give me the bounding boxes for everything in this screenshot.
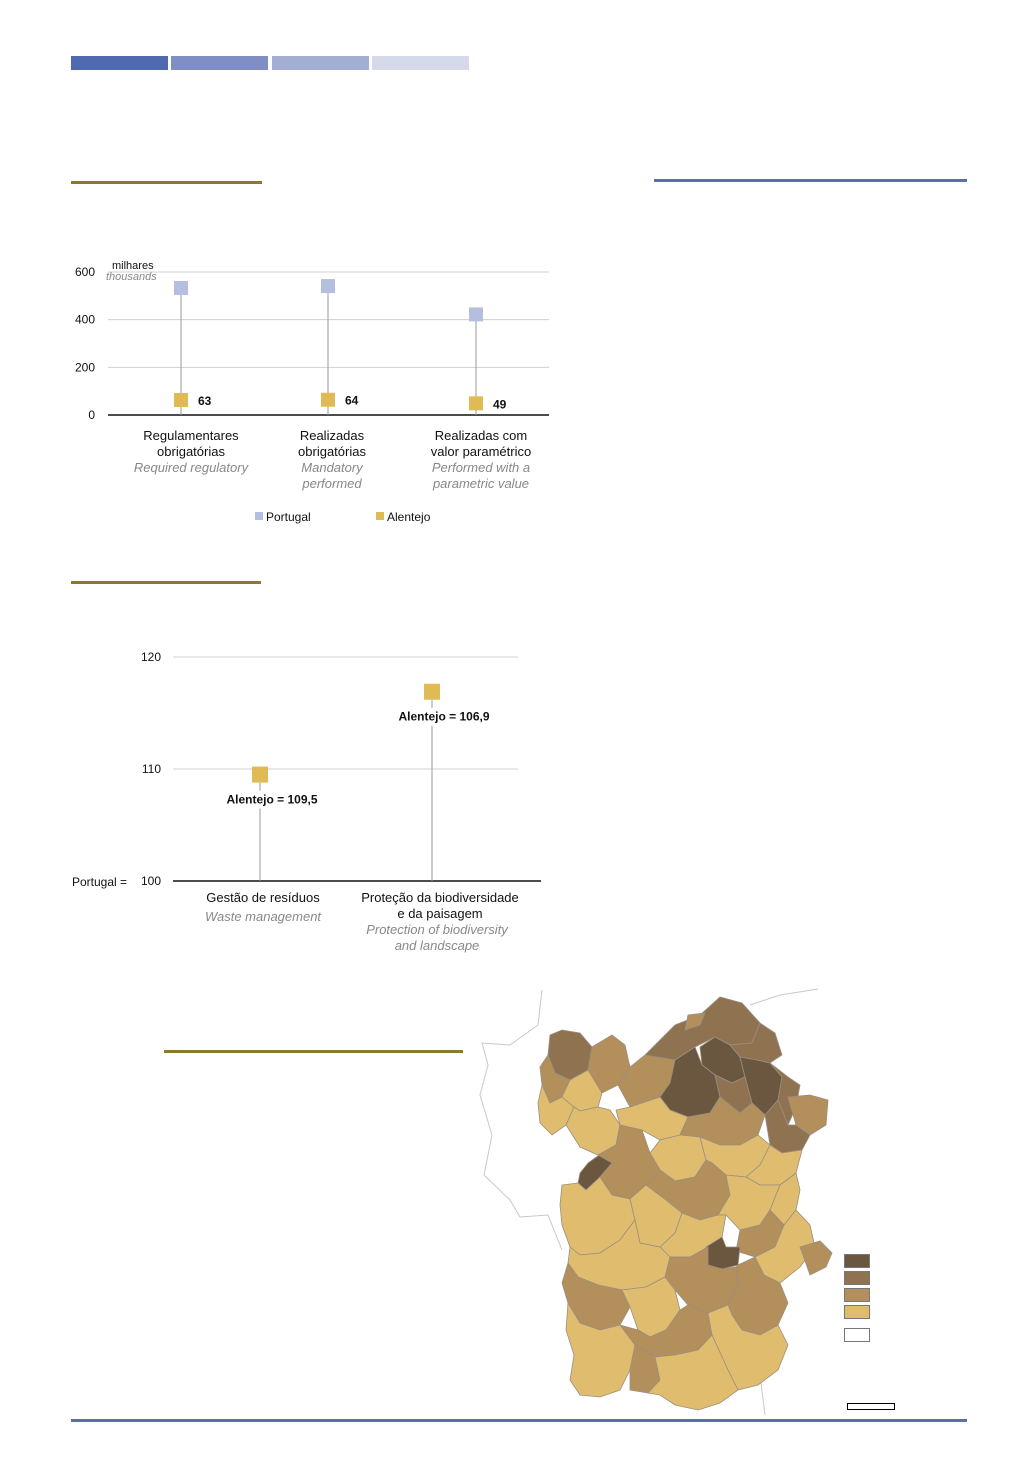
legend-label: Alentejo <box>387 510 431 524</box>
data-label: 49 <box>493 397 507 412</box>
unit-label-en: thousands <box>106 271 157 283</box>
map-legend-swatch <box>844 1305 870 1319</box>
data-label: 64 <box>345 393 359 408</box>
section-rule-map <box>164 1050 463 1053</box>
data-label: Alentejo = 109,5 <box>226 792 318 807</box>
point-portugal <box>321 279 335 293</box>
y-tick-label: 110 <box>141 762 161 776</box>
unit-label-pt: milhares <box>112 260 154 272</box>
point-alentejo <box>252 767 268 783</box>
map-legend-swatch <box>844 1271 870 1285</box>
point-alentejo <box>321 393 335 407</box>
category-label: Proteção da biodiversidade <box>361 890 519 905</box>
y-tick-label: 200 <box>74 360 95 375</box>
section-rule-right <box>654 179 967 182</box>
data-label: Alentejo = 106,9 <box>398 709 490 724</box>
map-neighbour-outline <box>750 989 818 1005</box>
baseline-label: Portugal = <box>72 875 128 889</box>
data-label: 63 <box>198 393 212 408</box>
category-label: obrigatórias <box>157 444 225 459</box>
category-label: Realizadas <box>299 428 365 443</box>
map-scale-bar <box>847 1403 895 1410</box>
section-rule-chart2 <box>71 581 261 584</box>
point-portugal <box>174 281 188 295</box>
y-tick-label: 0 <box>88 408 95 422</box>
header-bar-segment-4 <box>372 56 469 70</box>
y-tick-label: 400 <box>74 312 95 327</box>
map-legend-swatch <box>844 1328 870 1342</box>
category-label-en: Performed with a <box>431 460 531 475</box>
header-bar-segment-1 <box>71 56 168 70</box>
y-tick-label: 120 <box>140 650 161 664</box>
point-alentejo <box>469 396 483 410</box>
point-alentejo <box>424 684 440 700</box>
section-rule-chart1 <box>71 181 262 184</box>
y-tick-label: 100 <box>140 874 161 888</box>
header-bar-segment-3 <box>272 56 369 70</box>
category-label-en: Required regulatory <box>133 460 249 475</box>
category-label: Regulamentares <box>143 428 239 443</box>
category-label-en: performed <box>302 476 362 491</box>
category-label-en: Waste management <box>204 909 322 924</box>
category-label: obrigatórias <box>298 444 366 459</box>
header-bar-segment-2 <box>171 56 268 70</box>
legend-label: Portugal <box>266 510 311 524</box>
point-portugal <box>469 307 483 321</box>
category-label: Gestão de resíduos <box>206 890 320 905</box>
map-municipality <box>800 1241 832 1275</box>
map-legend-swatch <box>844 1254 870 1268</box>
map-legend-swatch <box>844 1288 870 1302</box>
y-tick-label: 600 <box>74 265 95 279</box>
map-alentejo <box>470 985 870 1425</box>
category-label-en: Protection of biodiversity <box>366 922 508 937</box>
category-label-en: parametric value <box>432 476 530 491</box>
legend-swatch <box>255 512 263 520</box>
point-alentejo <box>174 393 188 407</box>
chart-water-analyses <box>0 240 600 540</box>
chart-environment-expenditure <box>0 640 600 970</box>
legend-swatch <box>376 512 384 520</box>
category-label: Realizadas com <box>434 428 528 443</box>
category-label: valor paramétrico <box>430 444 532 459</box>
category-label-en: and landscape <box>394 938 480 953</box>
category-label: e da paisagem <box>397 906 483 921</box>
category-label-en: Mandatory <box>301 460 363 475</box>
